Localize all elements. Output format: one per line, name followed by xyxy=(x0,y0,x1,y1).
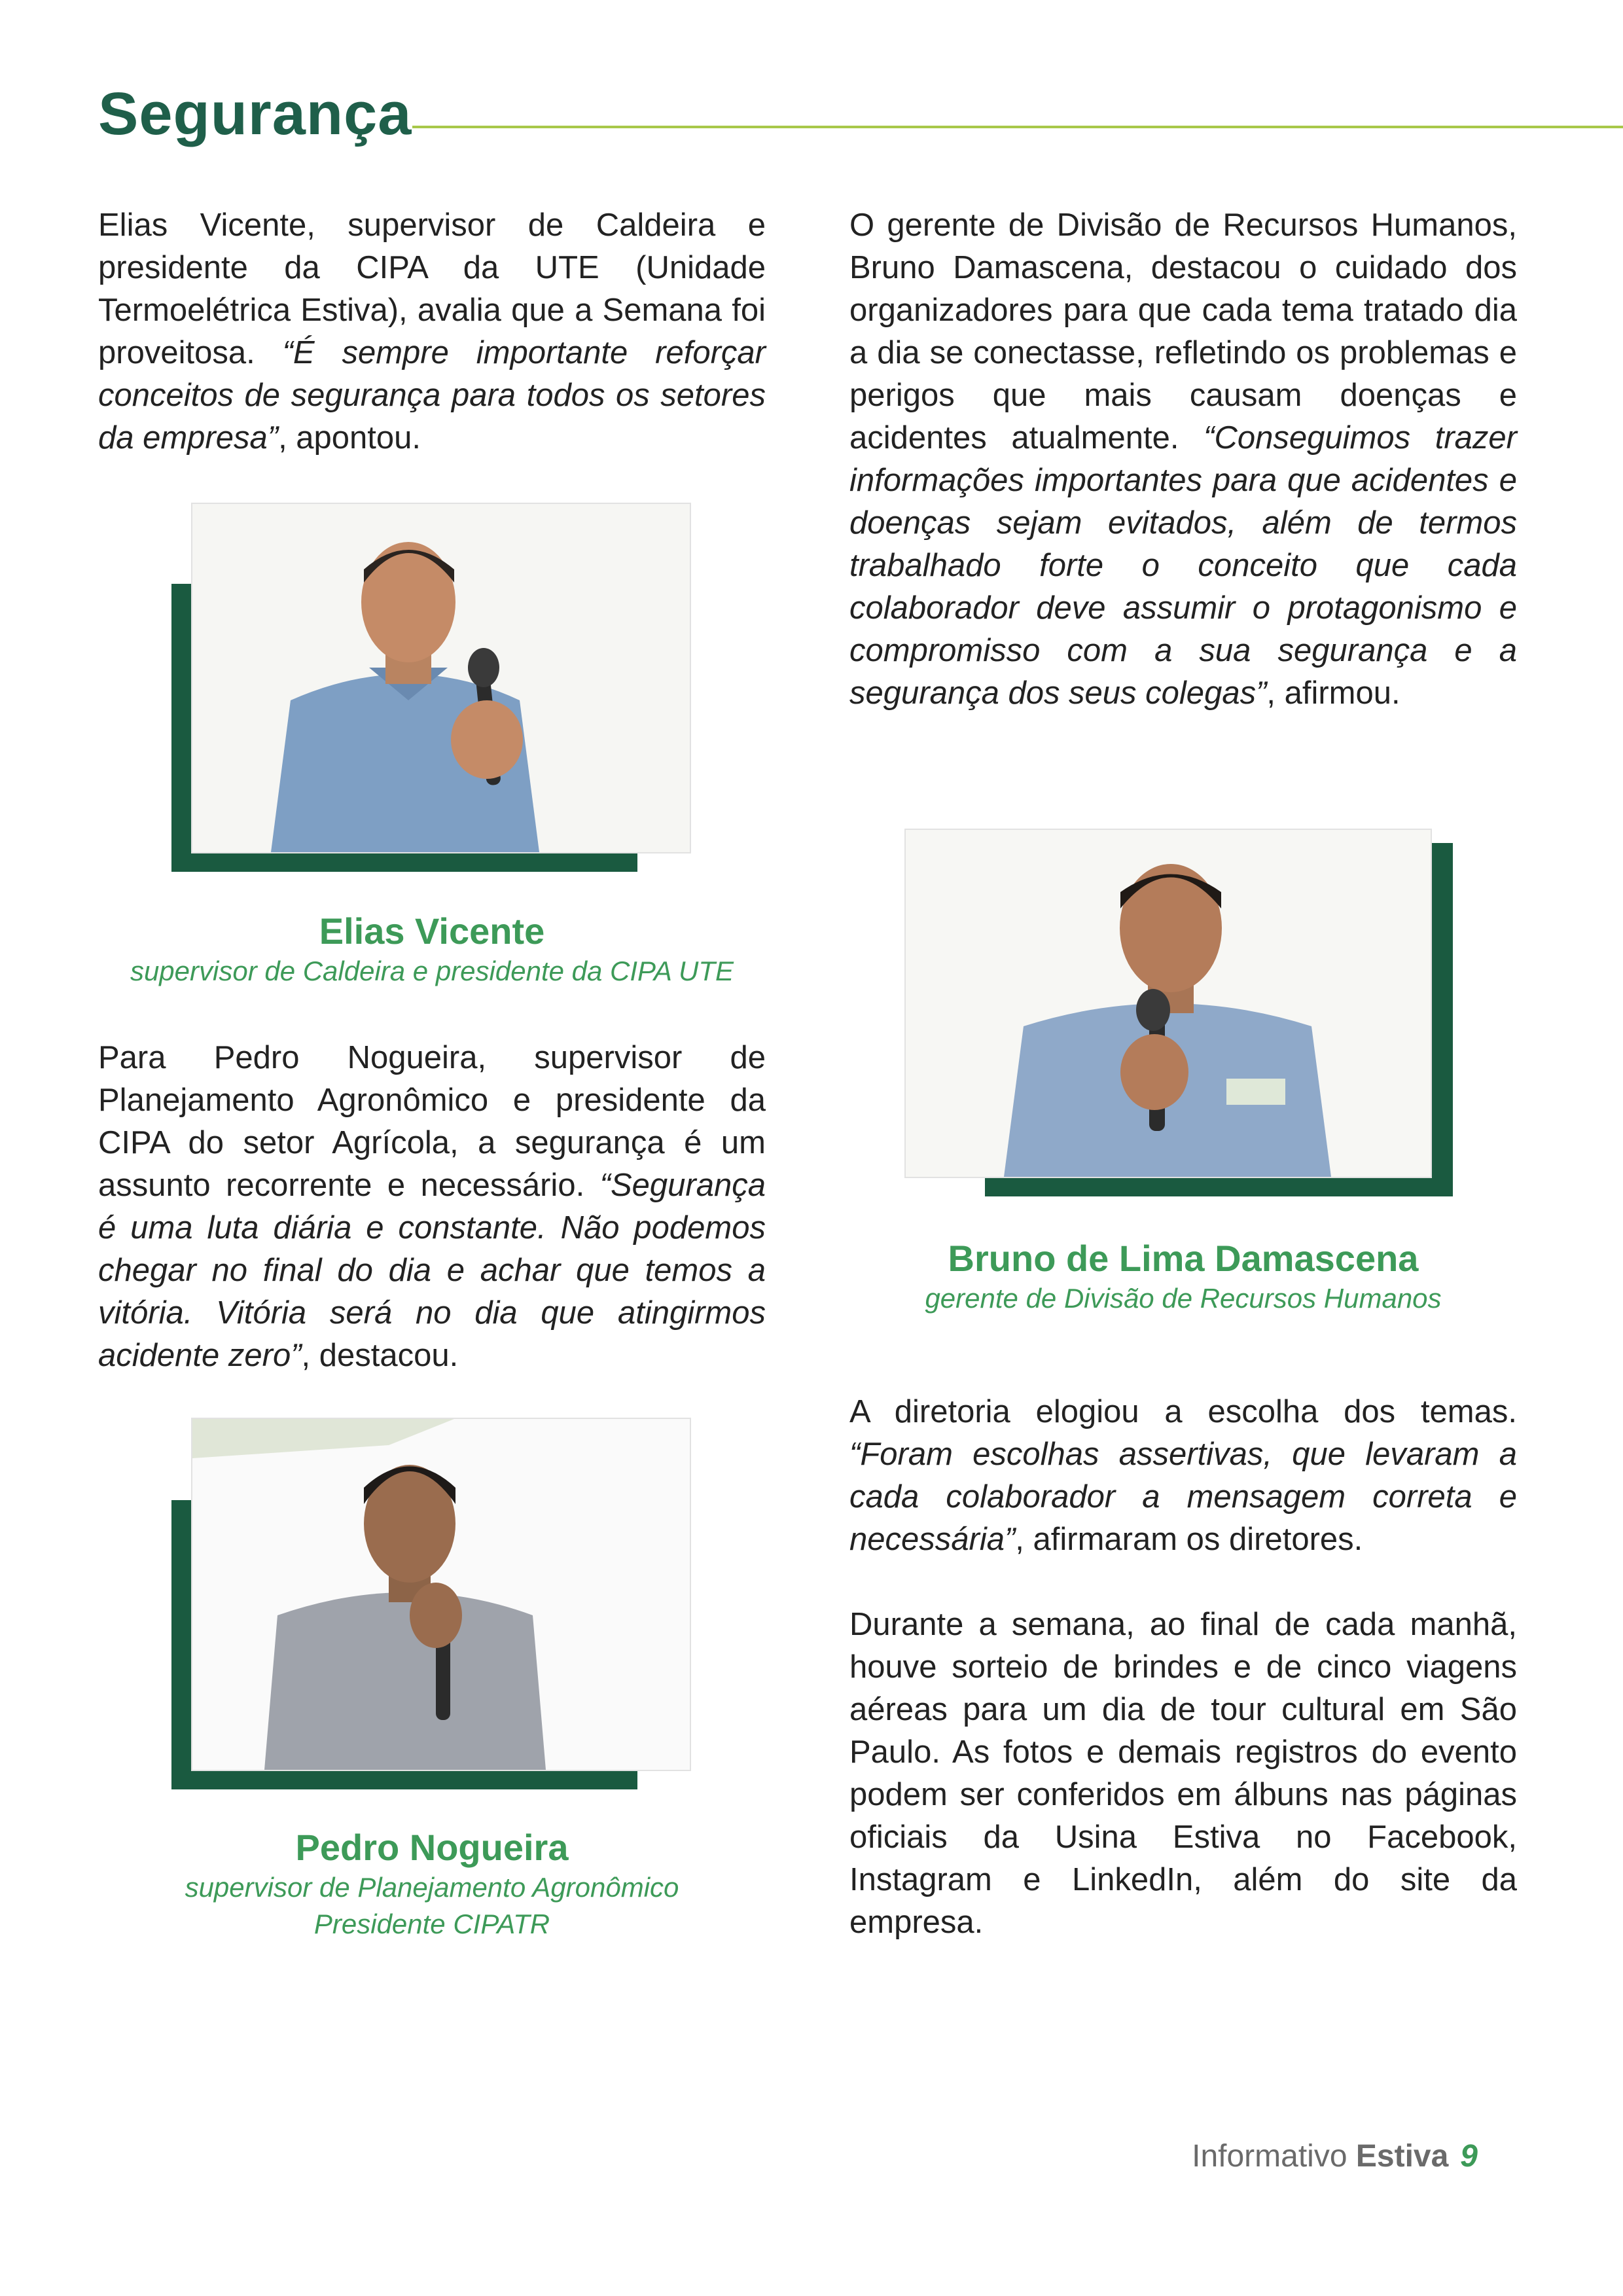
quote-diretoria: “Foram escolhas assertivas, que levaram a cada colaborador a mensagem correta e necessária” xyxy=(849,1437,1517,1557)
caption-pedro xyxy=(98,1826,766,1943)
quote-pedro: “Segurança é uma luta diária e constante. Não podemos chegar no final do dia e achar que temos a vitória. Vitória será no dia que atingirmos acidente zero” xyxy=(98,1168,766,1373)
page-number: 9 xyxy=(1460,2139,1478,2174)
caption-role-2: Presidente CIPATR xyxy=(313,1909,550,1939)
paragraph-elias: Elias Vicente, supervisor de Caldeira e presidente da CIPA da UTE (Unidade Termoelétrica Estiva), avalia que a Semana foi proveitosa. “É sempre importante reforçar conceitos de segurança para todos os setores da empresa”, apontou. xyxy=(98,207,766,456)
photo-image xyxy=(191,503,691,853)
paragraph-sorteio: Durante a semana, ao final de cada manhã, houve sorteio de brindes e de cinco viagens aéreas para um dia de tour cultural em São Paulo. As fotos e demais registros do evento podem ser conferidos em álbuns nas páginas oficiais da Usina Estiva no Facebook, Instagram e LinkedIn, além do site da empresa. xyxy=(849,1607,1517,1940)
page-title: Segurança xyxy=(98,81,412,147)
caption-name: Bruno de Lima Damascena xyxy=(948,1238,1419,1279)
page-footer xyxy=(1192,2137,1478,2176)
paragraph-bruno: O gerente de Divisão de Recursos Humanos, Bruno Damascena, destacou o cuidado dos organizadores para que cada tema tratado dia a dia se conectasse, refletindo os problemas e perigos que mais causam doenças e acidentes atualmente. “Conseguimos trazer informações importantes para que acidentes e doenças sejam evitados, além de termos trabalhado forte o conceito que cada colaborador deve assumir o protagonismo e compromisso com a sua segurança e a segurança dos seus colegas”, afirmou. xyxy=(849,207,1517,711)
quote-bruno: “Conseguimos trazer informações importantes para que acidentes e doenças sejam evitados, além de termos trabalhado forte o conceito que cada colaborador deve assumir o protagonismo e compromisso com a sua segurança e a segurança dos seus colegas” xyxy=(849,420,1517,711)
photo-image xyxy=(191,1418,691,1771)
caption-name: Elias Vicente xyxy=(319,910,545,952)
caption-role: gerente de Divisão de Recursos Humanos xyxy=(925,1283,1442,1314)
paragraph-diretoria: A diretoria elogiou a escolha dos temas. “Foram escolhas assertivas, que levaram a cada colaborador a mensagem correta e necessária”, afirmaram os diretores. xyxy=(849,1394,1517,1557)
caption-role: supervisor de Planejamento Agronômico xyxy=(185,1872,679,1903)
paragraph-pedro: Para Pedro Nogueira, supervisor de Planejamento Agronômico e presidente da CIPA do setor Agrícola, a segurança é um assunto recorrente e necessário. “Segurança é uma luta diária e constante. Não podemos chegar no final do dia e achar que temos a vitória. Vitória será no dia que atingirmos acidente zero”, destacou. xyxy=(98,1040,766,1373)
caption-name: Pedro Nogueira xyxy=(295,1827,569,1868)
footer-publication: Informativo xyxy=(1192,2139,1347,2174)
caption-elias xyxy=(98,910,766,990)
title-divider xyxy=(412,126,1623,128)
photo-image xyxy=(904,829,1432,1178)
caption-role: supervisor de Caldeira e presidente da CIPA UTE xyxy=(130,956,734,986)
quote-elias: “É sempre importante reforçar conceitos de segurança para todos os setores da empresa” xyxy=(98,335,766,456)
footer-brand: Estiva xyxy=(1355,2139,1449,2174)
caption-bruno xyxy=(849,1237,1517,1317)
